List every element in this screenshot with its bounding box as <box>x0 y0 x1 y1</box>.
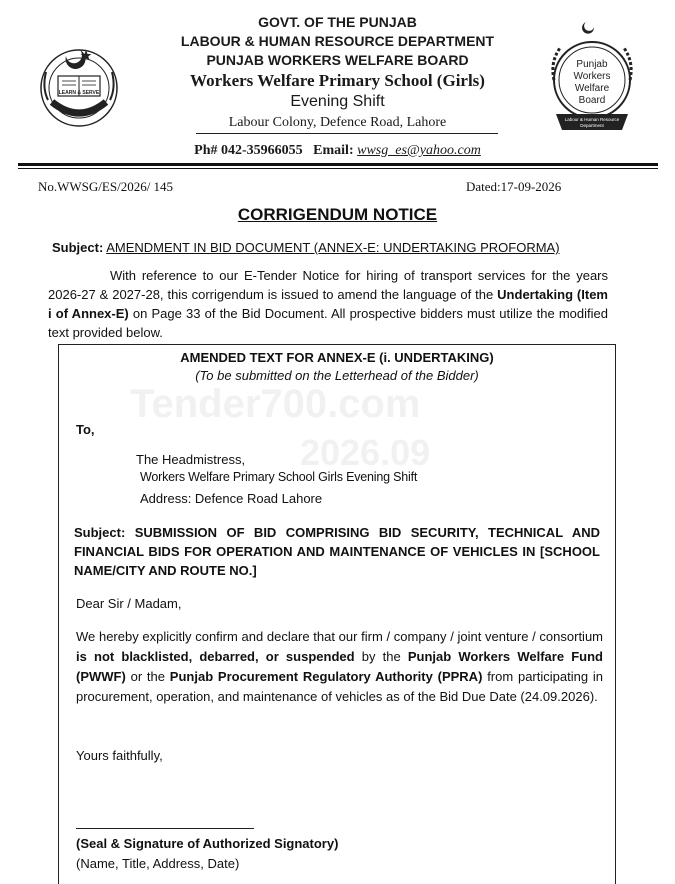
notice-paragraph <box>48 266 608 342</box>
box-body-bold-2: Punjab Workers Welfare Fund (PWWF) <box>76 649 603 684</box>
box-body-4: from participating in procurement, operation, and maintenance of vehicles as of the Bid Due Date (24.09.2026). <box>76 669 603 704</box>
header-email-label: Email: <box>313 143 354 158</box>
signature-subtitle: (Name, Title, Address, Date) <box>76 856 240 871</box>
box-subject <box>74 523 600 580</box>
box-closing: Yours faithfully, <box>76 748 163 763</box>
box-to: To, <box>76 422 95 437</box>
header-contact <box>0 143 675 159</box>
box-subheading: (To be submitted on the Letterhead of the Bidder) <box>195 368 479 383</box>
box-body-bold-1: is not blacklisted, debarred, or suspended <box>76 649 355 664</box>
header-email[interactable]: wwsg_es@yahoo.com <box>357 143 481 158</box>
box-body-2: by the <box>361 649 401 664</box>
box-subject-label: Subject: <box>74 525 126 540</box>
logo-right-ribbon2: Department <box>580 123 604 128</box>
signature-line <box>76 828 254 829</box>
box-salutation: Dear Sir / Madam, <box>76 596 182 611</box>
logo-book-text: LEARN & SERVE <box>58 90 100 96</box>
logo-right-line3: Welfare <box>574 83 610 94</box>
signature-title: (Seal & Signature of Authorized Signatory) <box>76 836 339 851</box>
header-department: LABOUR & HUMAN RESOURCE DEPARTMENT <box>180 33 495 49</box>
address-underline <box>196 133 498 134</box>
notice-subject-label: Subject: <box>52 240 104 255</box>
header-shift: Evening Shift <box>290 93 385 110</box>
box-body-bold-3: Punjab Procurement Regulatory Authority (PPRA) <box>169 669 483 684</box>
header-rule-thin <box>18 168 658 169</box>
header-address: Labour Colony, Defence Road, Lahore <box>228 115 447 130</box>
box-subject-text: SUBMISSION OF BID COMPRISING BID SECURITY, TECHNICAL AND FINANCIAL BIDS FOR OPERATION AND MAINTENANCE OF VEHICLES IN [SCHOOL NAME/CITY AND ROUTE NO.] <box>74 525 600 578</box>
notice-title: CORRIGENDUM NOTICE <box>237 205 438 224</box>
notice-para-2: on Page 33 of the Bid Document. All prospective bidders must utilize the modified text provided below. <box>48 306 608 340</box>
box-addressee-3: Address: Defence Road Lahore <box>140 491 323 506</box>
notice-para-bold: Undertaking (Item i of Annex-E) <box>48 287 608 321</box>
box-heading: AMENDED TEXT FOR ANNEX-E (i. UNDERTAKING) <box>180 350 494 365</box>
logo-right-line1: Punjab <box>576 59 608 70</box>
box-body-3: or the <box>130 669 166 684</box>
box-body <box>76 627 603 707</box>
notice-para-1: With reference to our E-Tender Notice for hiring of transport services for the years 2026-27 & 2027-28, this corrigendum is issued to amend the language of the <box>48 268 608 302</box>
notice-date: Dated:17-09-2026 <box>466 179 562 194</box>
box-body-1: We hereby explicitly confirm and declare that our firm / company / joint venture / consortium <box>76 629 603 644</box>
logo-right-line4: Board <box>578 95 606 106</box>
notice-subject-text: AMENDMENT IN BID DOCUMENT (ANNEX-E: UNDERTAKING PROFORMA) <box>106 240 560 255</box>
header-school: Workers Welfare Primary School (Girls) <box>190 71 485 90</box>
logo-right-line2: Workers <box>573 71 611 82</box>
watermark-line1: Tender700.com <box>130 382 421 426</box>
box-addressee-2: Workers Welfare Primary School Girls Evening Shift <box>140 470 418 484</box>
header-rule-thick <box>18 163 658 166</box>
notice-subject <box>52 240 560 255</box>
watermark-line2: 2026.09 <box>300 432 431 473</box>
header-board: PUNJAB WORKERS WELFARE BOARD <box>206 52 469 68</box>
reference-number: No.WWSG/ES/2026/ 145 <box>38 179 174 194</box>
header-phone: Ph# 042-35966055 <box>194 143 303 158</box>
logo-right-ribbon1: Labour & Human Resource <box>564 117 620 122</box>
box-addressee-1: The Headmistress, <box>136 452 246 467</box>
header-govt: GOVT. OF THE PUNJAB <box>258 14 417 30</box>
